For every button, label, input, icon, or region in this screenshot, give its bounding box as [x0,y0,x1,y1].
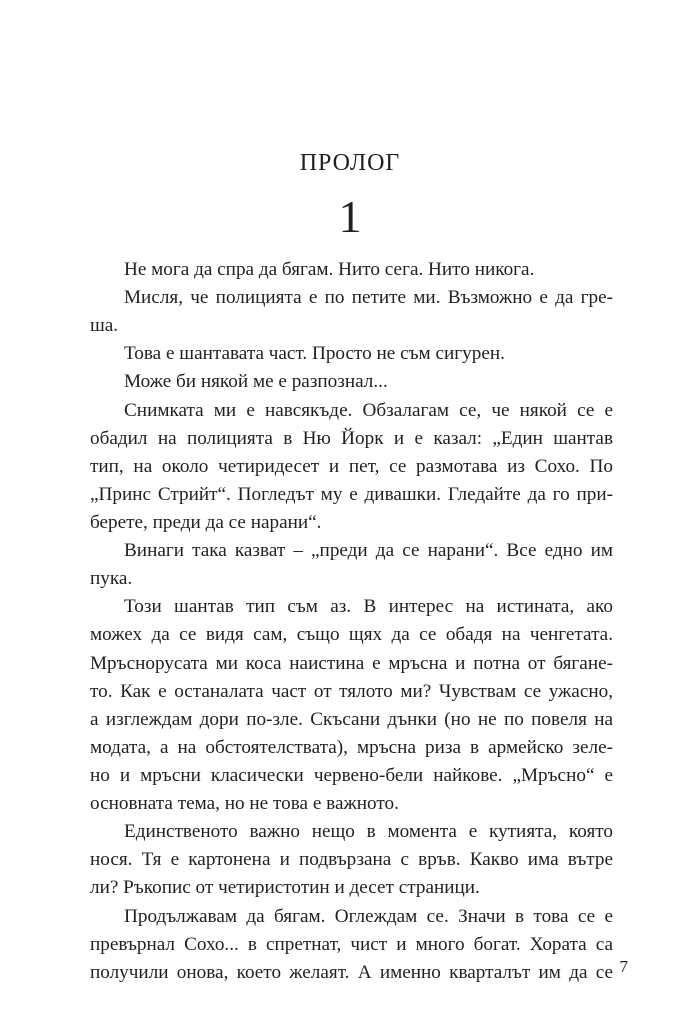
text-line: берете, преди да се нарани“. [90,511,322,533]
text-line: Не мога да спра да бягам. Нито сега. Нито никога. [124,259,535,280]
text-line: обадил на полицията в Ню Йорк и е казал: „Един шантав [90,427,613,449]
text-line: Може би някой ме е разпознал... [124,371,388,393]
text-line: пука. [90,568,133,590]
text-line: Снимката ми е навсякъде. Обзалагам се, че някой се е [124,399,613,421]
text-line: тип, на около четиридесет и пет, се размотава из Сохо. По [90,455,613,477]
chapter-number: 1 [338,191,362,242]
text-line: получили онова, което желаят. А именно кварталът им да се [90,961,613,983]
text-line: Единственото важно нещо в момента е кутията, която [124,821,613,843]
text-line: Винаги така казват – „преди да се нарани“. Все едно им [124,540,613,562]
text-line: основната тема, но не това е важното. [90,793,399,815]
text-line: нося. Тя е картонена и подвързана с връв. Какво има вътре [90,849,613,871]
text-line: а изглеждам дори по-зле. Скъсани дънки (но не по повеля на [90,708,613,730]
text-line: ша. [90,315,119,337]
text-line: Продължавам да бягам. Оглеждам се. Значи в това се е [124,905,613,927]
page-number: 7 [619,957,628,976]
chapter-title: ПРОЛОГ [299,150,401,176]
text-line: модата, а на обстоятелствата), мръсна риза в армейско зеле- [90,736,613,758]
body-text [90,256,613,987]
text-line: Мисля, че полицията е по петите ми. Възможно е да гре- [124,287,613,309]
text-line: „Принс Стрийт“. Погледът му е дивашки. Гледайте да го при- [90,483,613,505]
text-line: превърнал Сохо... в спретнат, чист и много богат. Хората са [90,933,613,955]
text-line: ли? Ръкопис от четиристотин и десет страници. [90,877,480,899]
text-line: Този шантав тип съм аз. В интерес на истината, ако [124,596,613,618]
text-line: но и мръсни класически червено-бели найкове. „Мръсно“ е [90,764,613,786]
text-line: Мръснорусата ми коса наистина е мръсна и потна от бягане- [90,652,613,674]
text-line: Това е шантавата част. Просто не съм сигурен. [124,343,505,365]
text-line: можех да се видя сам, също щях да се обадя на ченгетата. [90,624,613,646]
text-line: то. Как е останалата част от тялото ми? Чувствам се ужасно, [90,680,613,702]
